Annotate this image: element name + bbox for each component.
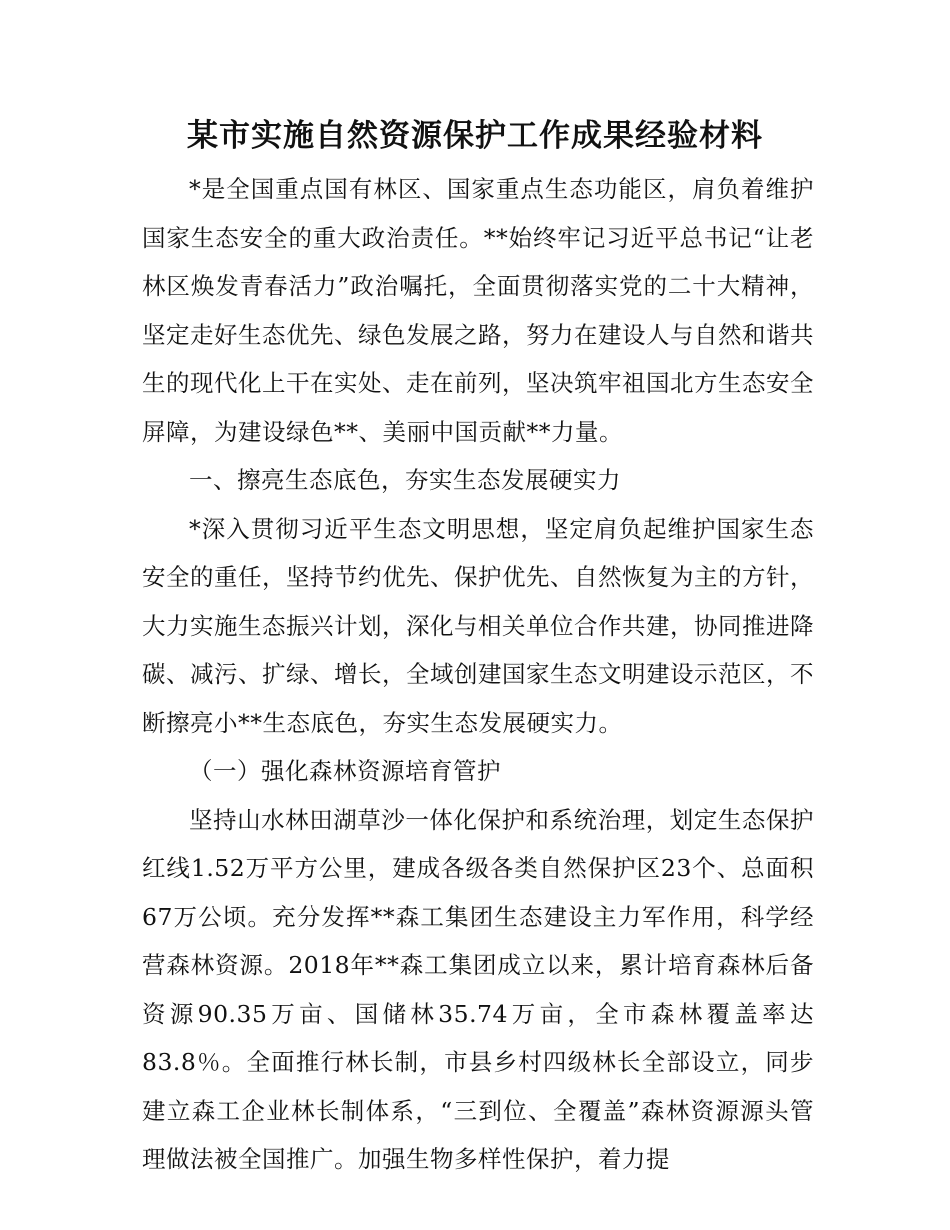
section-1-paragraph: *深入贯彻习近平生态文明思想，坚定肩负起维护国家生态安全的重任，坚持节约优先、保护优先、自然恢复为主的方针，大力实施生态振兴计划，深化与相关单位合作共建，协同推进降碳、减污、扩绿、增长，全域创建国家生态文明建设示范区，不断擦亮小**生态底色，夯实生态发展硬实力。 — [142, 514, 814, 737]
subsection-1-paragraph: 坚持山水林田湖草沙一体化保护和系统治理，划定生态保护红线1.52万平方公里，建成各级各类自然保护区23个、总面积67万公顷。充分发挥**森工集团生态建设主力军作用，科学经营森林资源。2018年**森工集团成立以来，累计培育森林后备资源90.35万亩、国储林35.74万亩，全市森林覆盖率达83.8％。全面推行林长制，市县乡村四级林长全部设立，同步建立森工企业林长制体系，“三到位、全覆盖”森林资源源头管理做法被全国推广。加强生物多样性保护，着力提 — [142, 805, 814, 1173]
document-title: 某市实施自然资源保护工作成果经验材料 — [187, 118, 763, 154]
intro-paragraph: *是全国重点国有林区、国家重点生态功能区，肩负着维护国家生态安全的重大政治责任。**始终牢记习近平总书记“让老林区焕发青春活力”政治嘱托，全面贯彻落实党的二十大精神，坚定走好生态优先、绿色发展之路，努力在建设人与自然和谐共生的现代化上干在实处、走在前列，坚决筑牢祖国北方生态安全屏障，为建设绿色**、美丽中国贡献**力量。 — [142, 175, 814, 446]
document-body — [142, 165, 814, 1184]
subsection-heading-1: （一）强化森林资源培育管护 — [189, 757, 501, 785]
section-heading-1: 一、擦亮生态底色，夯实生态发展硬实力 — [189, 466, 621, 494]
